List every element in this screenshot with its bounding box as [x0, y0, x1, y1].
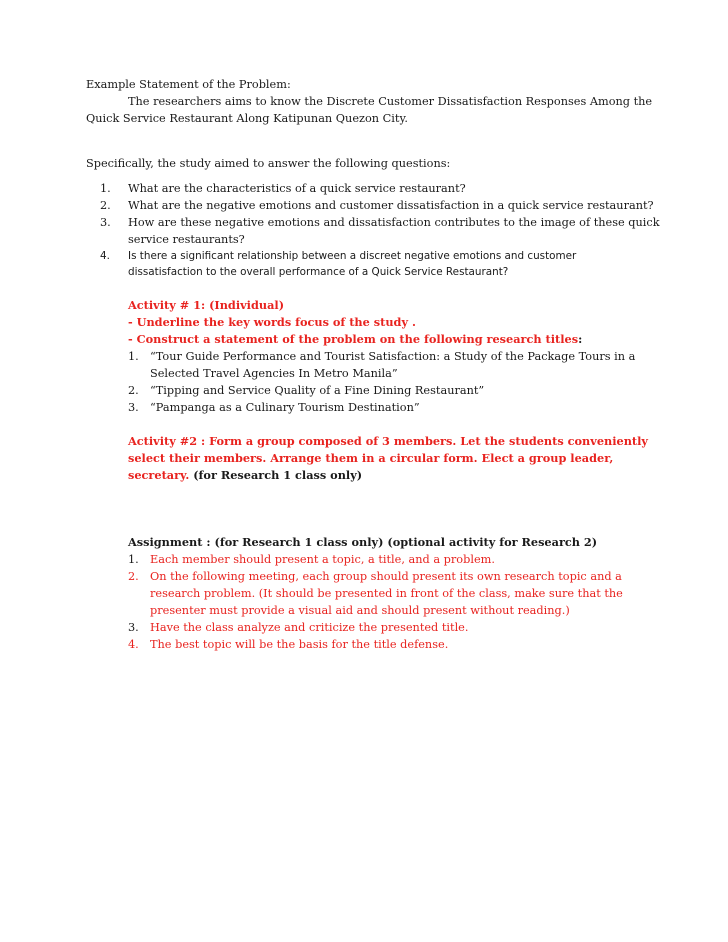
question-item [86, 180, 656, 197]
question-number: 1. [100, 182, 111, 195]
research-title-number: 1. [128, 350, 139, 363]
research-title-item [128, 382, 656, 399]
assignment-item [128, 636, 656, 653]
question-number: 2. [100, 199, 111, 212]
question-item [86, 248, 656, 280]
research-title-number: 2. [128, 384, 139, 397]
activity-2-class-note: (for Research 1 class only) [189, 468, 363, 482]
document-page [86, 76, 660, 653]
research-title-text: “Tipping and Service Quality of a Fine Dining Restaurant” [150, 384, 485, 397]
activity-2-line-2: select their members. Arrange them in a circular form. Elect a group leader, [128, 451, 614, 465]
research-title-number: 3. [128, 401, 139, 414]
assignment-text: The best topic will be the basis for the title defense. [150, 638, 449, 651]
question-text: service restaurants? [128, 233, 245, 246]
research-title-text: “Tour Guide Performance and Tourist Satisfaction: a Study of the Package Tours in a [150, 350, 636, 363]
assignment-item [128, 551, 656, 568]
specific-intro: Specifically, the study aimed to answer the following questions: [86, 157, 451, 170]
activity-1-bullet-2-text: - Construct a statement of the problem on the following research titles [128, 332, 579, 346]
question-number: 4. [100, 250, 110, 262]
assignment-text: Have the class analyze and criticize the presented title. [150, 621, 469, 634]
activity-1-bullet-1: - Underline the key words focus of the study . [128, 315, 416, 329]
research-title-text: Selected Travel Agencies In Metro Manila” [150, 367, 398, 380]
question-text: How are these negative emotions and dissatisfaction contributes to the image of these quick [128, 216, 660, 229]
question-text: dissatisfaction to the overall performance of a Quick Service Restaurant? [128, 266, 509, 278]
assignment-text: Each member should present a topic, a title, and a problem. [150, 553, 495, 566]
research-title-item [128, 399, 656, 416]
question-number: 3. [100, 216, 111, 229]
assignment-text: On the following meeting, each group should present its own research topic and a [150, 570, 622, 583]
question-item [86, 197, 656, 214]
activity-1-bullet-2 [128, 331, 656, 348]
question-text: Is there a significant relationship between a discreet negative emotions and customer [128, 250, 577, 262]
assignment-number: 4. [128, 638, 139, 651]
question-text: What are the characteristics of a quick service restaurant? [128, 182, 466, 195]
activity-1-title: Activity # 1: (Individual) [128, 298, 285, 312]
assignment-list [128, 551, 656, 653]
question-item [86, 214, 660, 248]
research-title-item [128, 348, 656, 382]
question-text: What are the negative emotions and customer dissatisfaction in a quick service restaurant? [128, 199, 654, 212]
activity-2-line-1: Activity #2 : Form a group composed of 3 members. Let the students conveniently [128, 434, 648, 448]
assignment-number: 1. [128, 553, 139, 566]
statement-line-1: The researchers aims to know the Discrete Customer Dissatisfaction Responses Among the [128, 95, 653, 108]
activity-2-line-3 [128, 467, 656, 484]
activity-1-bullet-2-colon: : [578, 332, 583, 346]
assignment-text: research problem. (It should be presented in front of the class, make sure that the [150, 587, 623, 600]
assignment-item [128, 619, 656, 636]
assignment-number: 3. [128, 621, 139, 634]
statement-line-2: Quick Service Restaurant Along Katipunan Quezon City. [86, 112, 408, 125]
assignment-number: 2. [128, 570, 139, 583]
assignment-text: presenter must provide a visual aid and should present without reading.) [150, 604, 570, 617]
activity-2-secretary: secretary. [128, 468, 190, 482]
assignment-title: Assignment : (for Research 1 class only) (optional activity for Research 2) [128, 535, 598, 549]
activity-1 [86, 297, 656, 653]
research-titles-list [128, 348, 656, 416]
assignment-item [128, 568, 656, 619]
heading: Example Statement of the Problem: [86, 78, 291, 91]
research-title-text: “Pampanga as a Culinary Tourism Destination” [150, 401, 420, 414]
questions-list [86, 180, 660, 280]
